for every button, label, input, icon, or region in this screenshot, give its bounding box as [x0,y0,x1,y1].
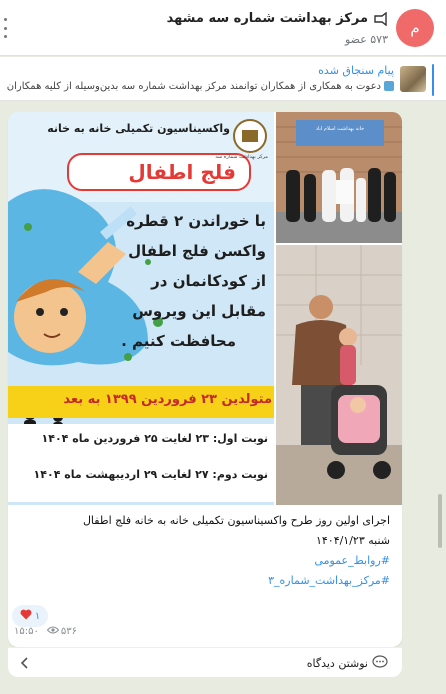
poster-center-label: مرکز بهداشت شماره سه [215,154,268,160]
comment-icon [372,655,388,672]
pinned-message[interactable] [0,57,446,101]
avatar-letter: م [410,19,420,37]
poster-line-2: واکسن فلج اطفال [128,242,266,260]
caption-line-1: اجرای اولین روز طرح واکسیناسیون تکمیلی خانه به خانه فلج اطفال [82,514,390,527]
more-menu-icon[interactable] [4,18,10,38]
member-count: ۵۷۳ عضو [344,33,388,46]
poster-image[interactable] [8,112,276,505]
poster-round-1: نوبت اول: ۲۳ لغایت ۲۵ فروردین ماه ۱۴۰۴ [41,432,268,445]
poster-line-4: مقابل این ویروس [132,302,266,320]
write-comment-button[interactable] [307,655,388,672]
write-comment-label: نوشتن دیدگاه [306,657,368,670]
caption-date: شنبه ۱۴۰۴/۱/۲۳ [315,534,390,547]
vaccination-photo[interactable] [276,245,402,505]
poster-campaign-title: واکسیناسیون تکمیلی خانه به خانه [47,122,230,135]
channel-avatar[interactable] [396,9,434,47]
reaction-heart[interactable] [12,605,48,627]
title-row[interactable] [167,11,388,26]
poster-line-5: محافظت کنیم . [121,332,236,350]
health-house-sign: خانه بهداشت اسلام آباد [315,126,365,132]
pinned-indicator [432,64,434,96]
vaccination-photo-graphics [276,245,402,505]
pinned-text-content: دعوت به همکاری از همکاران توانمند مرکز بهداشت شماره سه بدین‌وسیله از کلیه همکاران [6,81,381,92]
heart-icon [20,609,32,623]
view-counter [47,626,77,637]
poster-round-2: نوبت دوم: ۲۷ لغایت ۲۹ اردیبهشت ماه ۱۴۰۴ [33,468,268,481]
poster-line-3: از کودکانمان در [151,272,266,290]
channel-title: مرکز بهداشت شماره سه مشهد [166,11,368,26]
message-meta-row [14,626,77,637]
pinned-thumbnail [400,66,426,92]
pinned-title: پیام سنجاق شده [318,64,394,77]
pinned-emoji-icon [384,81,394,91]
scrollbar-thumb[interactable] [438,494,442,548]
message-time: ۱۵:۵۰ [14,626,39,637]
chevron-left-icon[interactable] [18,655,32,669]
channel-icon [372,12,388,26]
poster-disease: فلج اطفال [128,160,236,184]
message-bubble[interactable] [8,112,402,647]
hashtag-public-relations[interactable]: #روابط_عمومی [314,554,390,567]
group-photo[interactable] [276,112,402,245]
poster-eligibility: متولدین ۲۳ فروردین ۱۳۹۹ به بعد [63,392,272,407]
chat-header[interactable] [0,0,446,56]
pinned-text [4,81,394,92]
eye-icon [47,626,59,637]
message-caption [20,511,390,591]
reaction-count: ۱ [34,610,41,622]
poster-line-1: با خوراندن ۲ قطره [126,212,266,230]
view-count: ۵۳۶ [60,626,77,637]
comments-bar[interactable] [8,647,402,677]
hashtag-health-center[interactable]: #مرکز_بهداشت_شماره_۳ [268,574,390,587]
